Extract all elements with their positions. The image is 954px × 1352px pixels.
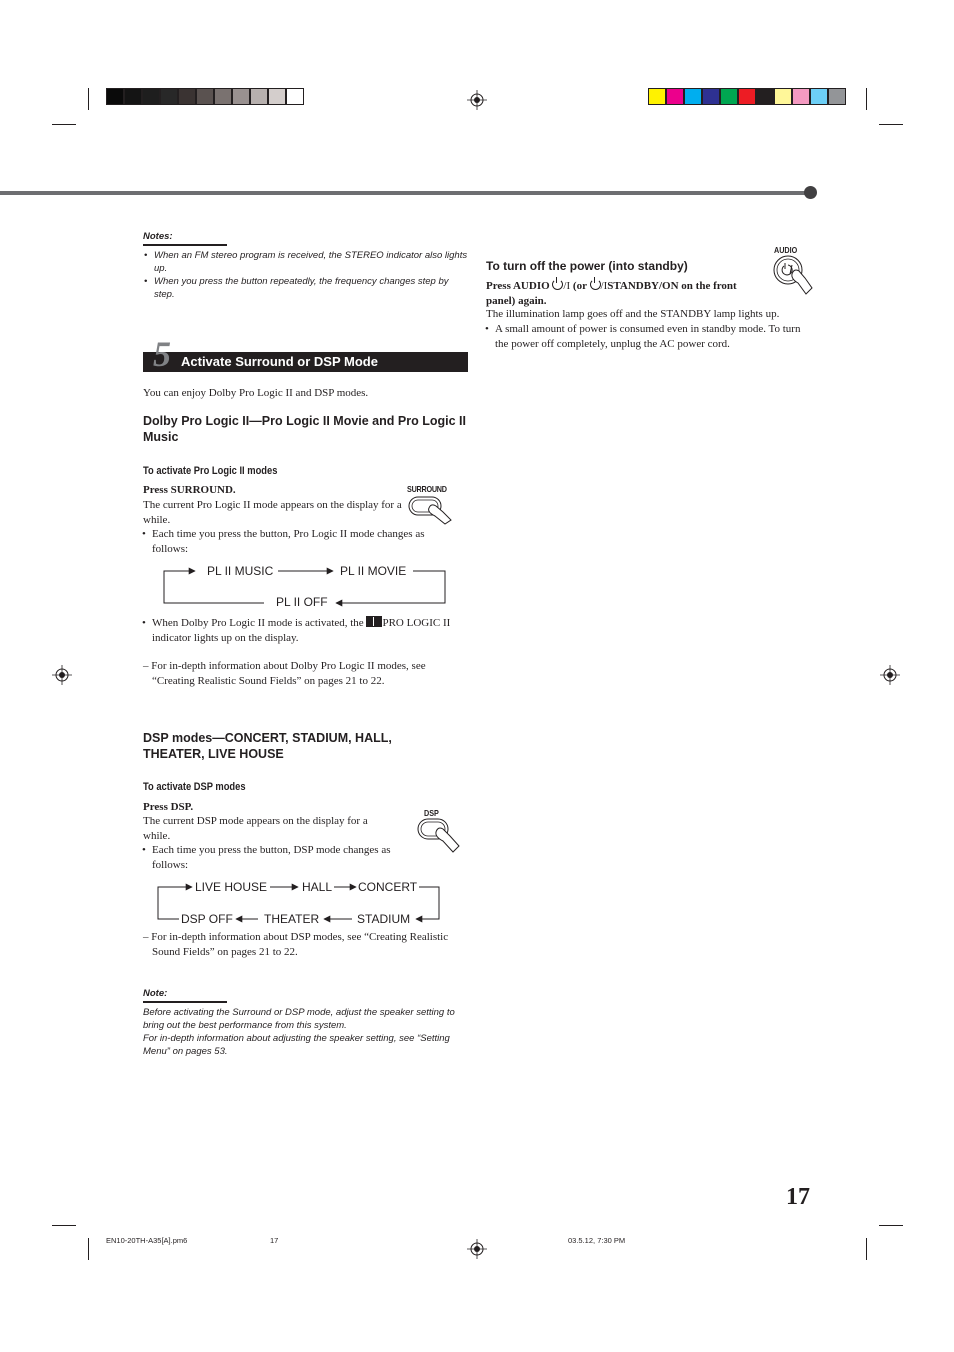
- pro-logic-subheading: To activate Pro Logic II modes: [143, 465, 278, 477]
- crop-mark: [879, 1225, 903, 1226]
- dsp-description: The current DSP mode appears on the display for a while.: [143, 815, 368, 842]
- registration-mark-icon: [467, 90, 487, 110]
- crop-mark: [88, 88, 89, 110]
- calibration-swatch: [828, 88, 846, 105]
- note-underline: [143, 1001, 227, 1003]
- flow-pl2-music: PL II MUSIC: [207, 564, 274, 578]
- header-rule-dot: [804, 186, 817, 199]
- power-icon: [590, 279, 601, 290]
- calibration-swatch: [720, 88, 738, 105]
- pro-logic-bullet: • Each time you press the button, Pro Logic II mode changes as follows:: [142, 528, 425, 555]
- footer-page: 17: [270, 1236, 279, 1245]
- footer-file: EN10-20TH-A35[A].pm6: [106, 1236, 188, 1245]
- note-heading: Note:: [143, 988, 168, 999]
- flow-pl2-off: PL II OFF: [276, 595, 328, 609]
- dsp-button-label: DSP: [424, 808, 439, 818]
- flow-concert: CONCERT: [358, 880, 418, 894]
- calibration-swatch: [810, 88, 828, 105]
- flow-pl2-movie: PL II MOVIE: [340, 564, 407, 578]
- flow-dsp-off: DSP OFF: [181, 912, 233, 926]
- calibration-swatch: [774, 88, 792, 105]
- notes-item: • When an FM stereo program is received, the STEREO indicator also lights up.: [144, 250, 468, 274]
- power-icon: [552, 279, 563, 290]
- header-rule: [0, 191, 810, 195]
- calibration-swatch: [268, 88, 286, 105]
- dsp-heading: DSP modes—CONCERT, STADIUM, HALL, THEATER, LIVE HOUSE: [143, 731, 392, 761]
- calibration-swatch: [196, 88, 214, 105]
- crop-mark: [88, 1238, 89, 1260]
- dsp-button-icon: [416, 816, 462, 856]
- calibration-swatch: [738, 88, 756, 105]
- calibration-swatch: [756, 88, 774, 105]
- note-text: Before activating the Surround or DSP mode, adjust the speaker setting to bring out the best performance from this system. For in-depth information about adjusting the speaker setting, see “Setting Menu” on pages 53.: [143, 1007, 455, 1057]
- registration-mark-icon: [467, 1239, 487, 1259]
- pro-logic-heading: Dolby Pro Logic II—Pro Logic II Movie and Pro Logic II Music: [143, 414, 466, 444]
- crop-mark: [52, 1225, 76, 1226]
- dolby-logo-icon: [366, 616, 382, 627]
- calibration-swatch: [142, 88, 160, 105]
- flow-stadium: STADIUM: [357, 912, 411, 926]
- calibration-swatch: [684, 88, 702, 105]
- standby-heading: To turn off the power (into standby): [486, 259, 688, 273]
- calibration-swatch: [178, 88, 196, 105]
- audio-power-button-icon: [770, 254, 814, 298]
- crop-mark: [866, 88, 867, 110]
- registration-mark-icon: [52, 665, 72, 685]
- crop-mark: [866, 1238, 867, 1260]
- pro-logic-indicator-bullet: • When Dolby Pro Logic II mode is activated, the PRO LOGIC II indicator lights up on the display.: [142, 617, 451, 644]
- footer-date: 03.5.12, 7:30 PM: [568, 1236, 626, 1245]
- calibration-swatch: [792, 88, 810, 105]
- calibration-swatch: [250, 88, 268, 105]
- dsp-bullet: • Each time you press the button, DSP mode changes as follows:: [142, 844, 391, 871]
- pro-logic-description: The current Pro Logic II mode appears on the display for a while.: [143, 499, 402, 526]
- press-dsp: Press DSP.: [143, 801, 194, 813]
- registration-mark-icon: [880, 665, 900, 685]
- notes-list: [144, 249, 469, 301]
- calibration-swatch: [286, 88, 304, 105]
- calibration-swatch: [214, 88, 232, 105]
- calibration-swatch: [666, 88, 684, 105]
- pro-logic-reference: – For in-depth information about Dolby Pro Logic II modes, see “Creating Realistic Sound Fields” on pages 21 to 22.: [143, 660, 426, 687]
- standby-bullet: • A small amount of power is consumed even in standby mode. To turn the power off completely, unplug the AC power cord.: [485, 323, 801, 350]
- flow-hall: HALL: [302, 880, 333, 894]
- notes-item: • When you press the button repeatedly, the frequency changes step by step.: [144, 276, 449, 300]
- section-title: Activate Surround or DSP Mode: [181, 354, 378, 369]
- crop-mark: [879, 124, 903, 125]
- flow-live-house: LIVE HOUSE: [195, 880, 268, 894]
- press-surround: Press SURROUND.: [143, 484, 236, 496]
- calibration-swatch: [232, 88, 250, 105]
- dsp-subheading: To activate DSP modes: [143, 781, 246, 793]
- crop-mark: [52, 124, 76, 125]
- calibration-swatch: [106, 88, 124, 105]
- calibration-swatch: [124, 88, 142, 105]
- standby-description: The illumination lamp goes off and the STANDBY lamp lights up.: [486, 308, 780, 320]
- section-number: 5: [153, 334, 171, 374]
- page-number: 17: [786, 1184, 810, 1210]
- calibration-swatch: [160, 88, 178, 105]
- surround-button-icon: [407, 494, 455, 530]
- notes-underline: [143, 244, 227, 246]
- calibration-swatch: [702, 88, 720, 105]
- audio-button-label: AUDIO: [774, 245, 798, 255]
- surround-button-label: SURROUND: [407, 484, 447, 494]
- flow-theater: THEATER: [264, 912, 320, 926]
- calibration-swatch: [648, 88, 666, 105]
- dsp-reference: – For in-depth information about DSP modes, see “Creating Realistic Sound Fields” on pages 21 to 22.: [143, 931, 449, 958]
- standby-press-instruction: Press AUDIO /I (or /ISTANDBY/ON on the front panel) again.: [486, 279, 766, 308]
- section-intro: You can enjoy Dolby Pro Logic II and DSP modes.: [143, 387, 369, 399]
- notes-heading: Notes:: [143, 231, 173, 242]
